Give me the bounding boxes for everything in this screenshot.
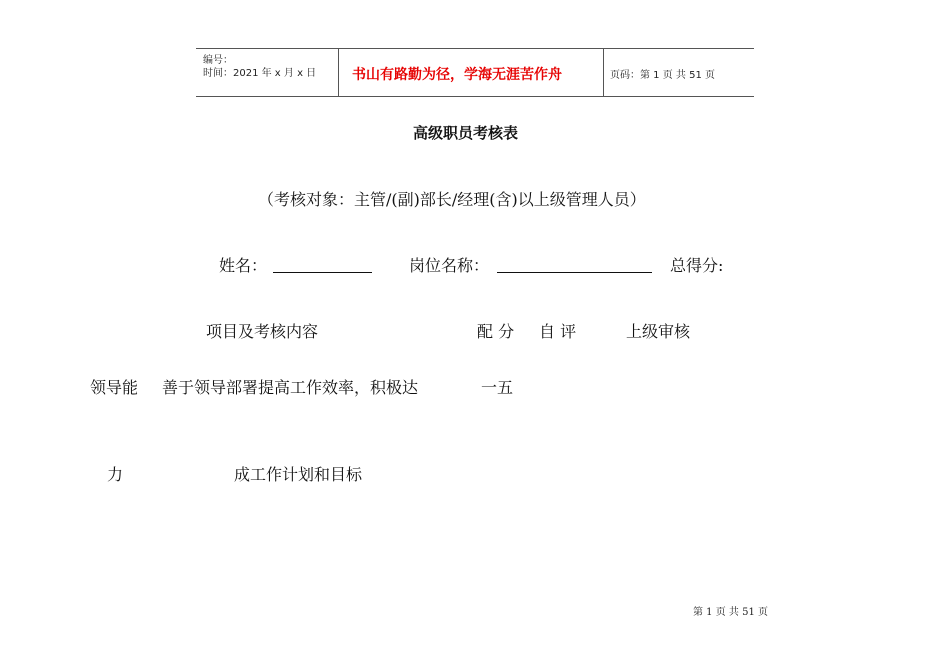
total-score-label: 总得分:	[670, 256, 724, 275]
header-top-rule	[196, 48, 754, 49]
document-subtitle: （考核对象：主管/(副)部长/经理(含)以上级管理人员）	[258, 190, 646, 209]
row-category-line1: 领导能	[90, 378, 139, 397]
position-label: 岗位名称：	[409, 256, 490, 275]
row-score: 一五	[481, 378, 514, 397]
header-divider-right	[603, 49, 604, 96]
header-items: 项目及考核内容	[206, 322, 319, 341]
header-superior: 上级审核	[626, 322, 691, 341]
header-motto: 书山有路勤为径，学海无涯苦作舟	[352, 67, 562, 83]
header-divider-left	[338, 49, 339, 96]
header-score: 配 分	[477, 322, 515, 341]
header-number-label: 编号：	[203, 55, 233, 66]
header-date: 时间：2021 年 x 月 x 日	[203, 68, 317, 79]
row-content-line1: 善于领导部署提高工作效率，积极达	[162, 378, 419, 397]
document-title: 高级职员考核表	[413, 124, 519, 142]
header-bottom-rule	[196, 96, 754, 97]
name-blank[interactable]	[273, 272, 372, 273]
footer-page-info: 第 1 页 共 51 页	[693, 607, 768, 618]
header-self-eval: 自 评	[539, 322, 577, 341]
row-category-line2: 力	[107, 465, 124, 484]
position-blank[interactable]	[497, 272, 652, 273]
name-label: 姓名：	[219, 256, 268, 275]
header-page-code: 页码：第 1 页 共 51 页	[610, 70, 715, 81]
row-content-line2: 成工作计划和目标	[234, 465, 363, 484]
